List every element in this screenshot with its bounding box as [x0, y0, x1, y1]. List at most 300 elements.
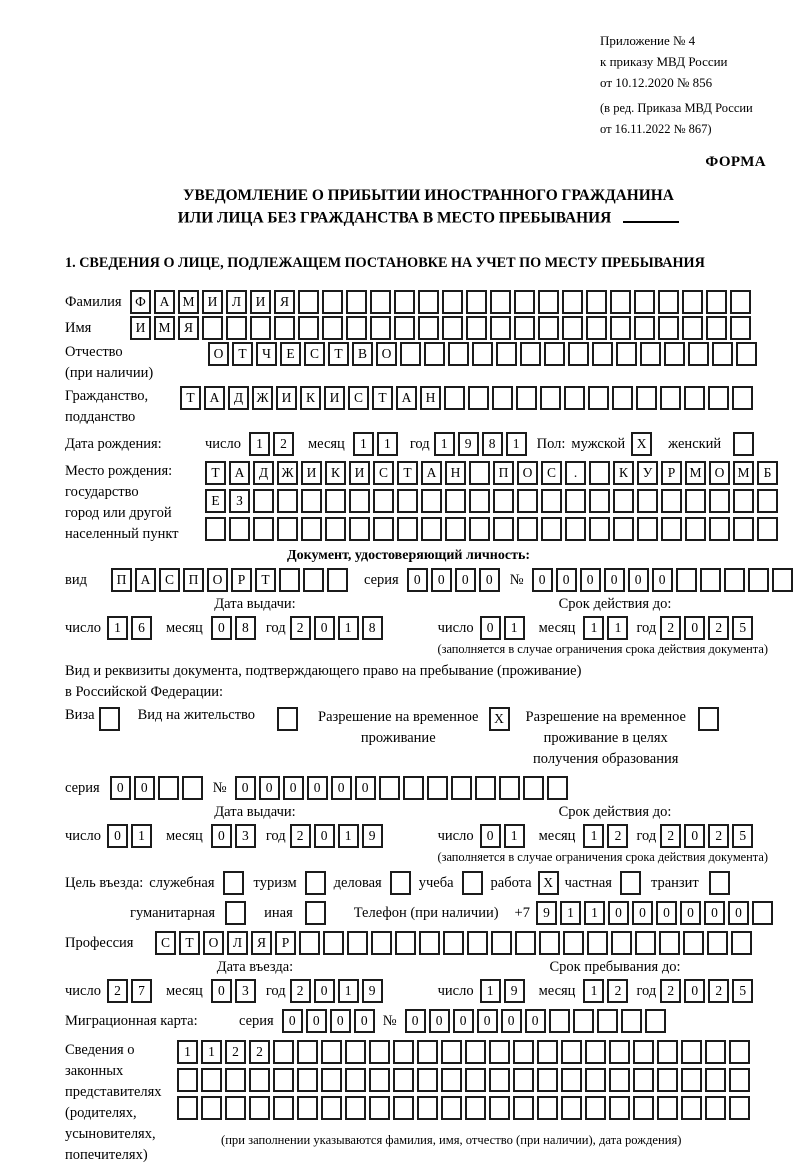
surname-char-cell[interactable]	[610, 290, 631, 314]
citizenship-char-cell[interactable]	[636, 386, 657, 410]
birth-place-char-cell[interactable]	[757, 489, 778, 513]
birth-place-char-cell[interactable]	[469, 489, 490, 513]
name-char-cell[interactable]	[370, 316, 391, 340]
profession-char-cell[interactable]	[587, 931, 608, 955]
rvp-number-cell[interactable]	[403, 776, 424, 800]
birth-place-char-cell[interactable]	[445, 489, 466, 513]
doc-kind-char-cell[interactable]	[279, 568, 300, 592]
doc-number-cell[interactable]	[748, 568, 769, 592]
profession-char-cell[interactable]	[419, 931, 440, 955]
citizenship-char-cell[interactable]	[516, 386, 537, 410]
doc-number-cell[interactable]: 0	[556, 568, 577, 592]
citizenship-char-cell[interactable]	[540, 386, 561, 410]
mc-seriya-cell[interactable]: 0	[306, 1009, 327, 1033]
representative-char-cell[interactable]	[345, 1068, 366, 1092]
representative-char-cell[interactable]: 2	[249, 1040, 270, 1064]
mc-seriya-cell[interactable]: 0	[282, 1009, 303, 1033]
birth-place-char-cell[interactable]	[301, 489, 322, 513]
patronymic-char-cell[interactable]	[616, 342, 637, 366]
rvp-valid-day-cell[interactable]: 0	[480, 824, 501, 848]
birth-place-char-cell[interactable]	[685, 517, 706, 541]
patronymic-char-cell[interactable]: Т	[232, 342, 253, 366]
birth-place-char-cell[interactable]: З	[229, 489, 250, 513]
birth-place-char-cell[interactable]: А	[421, 461, 442, 485]
doc-valid-month-cell[interactable]: 1	[583, 616, 604, 640]
stay-year-cell[interactable]: 5	[732, 979, 753, 1003]
patronymic-char-cell[interactable]	[472, 342, 493, 366]
representative-char-cell[interactable]	[273, 1040, 294, 1064]
birth-place-char-cell[interactable]	[493, 489, 514, 513]
citizenship-char-cell[interactable]: С	[348, 386, 369, 410]
birth-year-cell[interactable]: 1	[506, 432, 527, 456]
profession-char-cell[interactable]	[347, 931, 368, 955]
birth-place-char-cell[interactable]: .	[565, 461, 586, 485]
birth-place-char-cell[interactable]	[565, 489, 586, 513]
birth-place-char-cell[interactable]	[661, 517, 682, 541]
mc-number-cell[interactable]	[645, 1009, 666, 1033]
mc-seriya-cell[interactable]: 0	[354, 1009, 375, 1033]
name-char-cell[interactable]	[226, 316, 247, 340]
birth-place-char-cell[interactable]	[397, 517, 418, 541]
mc-number-cell[interactable]: 0	[525, 1009, 546, 1033]
surname-char-cell[interactable]	[322, 290, 343, 314]
doc-number-cell[interactable]: 0	[652, 568, 673, 592]
surname-char-cell[interactable]: И	[250, 290, 271, 314]
male-checkbox[interactable]: X	[631, 432, 652, 456]
patronymic-char-cell[interactable]: О	[376, 342, 397, 366]
birth-place-char-cell[interactable]: А	[229, 461, 250, 485]
entry-day-cell[interactable]: 7	[131, 979, 152, 1003]
representative-char-cell[interactable]	[609, 1068, 630, 1092]
entry-year-cell[interactable]: 2	[290, 979, 311, 1003]
phone-digit-cell[interactable]: 1	[584, 901, 605, 925]
profession-char-cell[interactable]	[467, 931, 488, 955]
doc-seriya-cell[interactable]: 0	[407, 568, 428, 592]
representative-char-cell[interactable]	[417, 1068, 438, 1092]
surname-char-cell[interactable]: И	[202, 290, 223, 314]
rvp-number-cell[interactable]	[379, 776, 400, 800]
birth-place-char-cell[interactable]	[709, 517, 730, 541]
profession-char-cell[interactable]	[323, 931, 344, 955]
birth-place-char-cell[interactable]	[349, 517, 370, 541]
patronymic-char-cell[interactable]: С	[304, 342, 325, 366]
citizenship-char-cell[interactable]: Т	[372, 386, 393, 410]
blank-underline[interactable]	[623, 206, 679, 223]
profession-char-cell[interactable]: Т	[179, 931, 200, 955]
representative-char-cell[interactable]	[201, 1096, 222, 1120]
rvp-valid-year-cell[interactable]: 5	[732, 824, 753, 848]
female-checkbox[interactable]	[733, 432, 754, 456]
representative-char-cell[interactable]	[201, 1068, 222, 1092]
phone-digit-cell[interactable]: 0	[680, 901, 701, 925]
rvp-number-cell[interactable]	[451, 776, 472, 800]
doc-kind-char-cell[interactable]: П	[111, 568, 132, 592]
rvp-valid-year-cell[interactable]: 2	[708, 824, 729, 848]
profession-char-cell[interactable]	[731, 931, 752, 955]
surname-char-cell[interactable]	[682, 290, 703, 314]
name-char-cell[interactable]	[394, 316, 415, 340]
birth-place-char-cell[interactable]	[205, 517, 226, 541]
representative-char-cell[interactable]	[441, 1068, 462, 1092]
surname-char-cell[interactable]	[730, 290, 751, 314]
representative-char-cell[interactable]	[561, 1068, 582, 1092]
transit-checkbox[interactable]	[709, 871, 730, 895]
residence-permit-checkbox[interactable]	[277, 707, 298, 731]
birth-place-char-cell[interactable]: С	[373, 461, 394, 485]
representative-char-cell[interactable]	[489, 1068, 510, 1092]
rvp-issue-year-cell[interactable]: 1	[338, 824, 359, 848]
patronymic-char-cell[interactable]: Т	[328, 342, 349, 366]
birth-place-char-cell[interactable]	[661, 489, 682, 513]
birth-place-char-cell[interactable]: М	[685, 461, 706, 485]
birth-place-char-cell[interactable]	[733, 489, 754, 513]
birth-place-char-cell[interactable]	[613, 517, 634, 541]
representative-char-cell[interactable]	[177, 1068, 198, 1092]
birth-year-cell[interactable]: 1	[434, 432, 455, 456]
representative-char-cell[interactable]	[609, 1096, 630, 1120]
profession-char-cell[interactable]	[707, 931, 728, 955]
representative-char-cell[interactable]	[249, 1068, 270, 1092]
birth-place-char-cell[interactable]: Ж	[277, 461, 298, 485]
rvp-seriya-cell[interactable]: 0	[134, 776, 155, 800]
patronymic-char-cell[interactable]	[400, 342, 421, 366]
rvp-valid-month-cell[interactable]: 2	[607, 824, 628, 848]
citizenship-char-cell[interactable]: Ж	[252, 386, 273, 410]
doc-number-cell[interactable]: 0	[628, 568, 649, 592]
birth-place-char-cell[interactable]	[517, 489, 538, 513]
representative-char-cell[interactable]	[321, 1096, 342, 1120]
phone-digit-cell[interactable]: 0	[608, 901, 629, 925]
surname-char-cell[interactable]	[586, 290, 607, 314]
birth-place-char-cell[interactable]	[469, 461, 490, 485]
citizenship-char-cell[interactable]: Т	[180, 386, 201, 410]
doc-issue-year-cell[interactable]: 8	[362, 616, 383, 640]
birth-place-char-cell[interactable]	[709, 489, 730, 513]
birth-place-char-cell[interactable]: К	[613, 461, 634, 485]
name-char-cell[interactable]	[490, 316, 511, 340]
representative-char-cell[interactable]	[297, 1096, 318, 1120]
name-char-cell[interactable]	[274, 316, 295, 340]
birth-place-char-cell[interactable]	[589, 489, 610, 513]
doc-kind-char-cell[interactable]: П	[183, 568, 204, 592]
rvp-education-checkbox[interactable]	[698, 707, 719, 731]
name-char-cell[interactable]	[202, 316, 223, 340]
representative-char-cell[interactable]	[585, 1096, 606, 1120]
rvp-number-cell[interactable]: 0	[331, 776, 352, 800]
doc-number-cell[interactable]	[772, 568, 793, 592]
citizenship-char-cell[interactable]: И	[276, 386, 297, 410]
name-char-cell[interactable]: И	[130, 316, 151, 340]
representative-char-cell[interactable]	[249, 1096, 270, 1120]
representative-char-cell[interactable]	[633, 1068, 654, 1092]
name-char-cell[interactable]	[586, 316, 607, 340]
profession-char-cell[interactable]	[491, 931, 512, 955]
representative-char-cell[interactable]	[489, 1096, 510, 1120]
representative-char-cell[interactable]	[273, 1068, 294, 1092]
birth-place-char-cell[interactable]	[541, 489, 562, 513]
representative-char-cell[interactable]	[513, 1096, 534, 1120]
name-char-cell[interactable]: М	[154, 316, 175, 340]
birth-place-char-cell[interactable]	[517, 517, 538, 541]
doc-kind-char-cell[interactable]: А	[135, 568, 156, 592]
doc-valid-month-cell[interactable]: 1	[607, 616, 628, 640]
birth-place-char-cell[interactable]	[685, 489, 706, 513]
name-char-cell[interactable]	[610, 316, 631, 340]
profession-char-cell[interactable]	[395, 931, 416, 955]
patronymic-char-cell[interactable]	[736, 342, 757, 366]
representative-char-cell[interactable]	[321, 1040, 342, 1064]
representative-char-cell[interactable]	[465, 1096, 486, 1120]
profession-char-cell[interactable]	[659, 931, 680, 955]
representative-char-cell[interactable]	[561, 1040, 582, 1064]
rvp-issue-year-cell[interactable]: 0	[314, 824, 335, 848]
citizenship-char-cell[interactable]	[660, 386, 681, 410]
patronymic-char-cell[interactable]: Ч	[256, 342, 277, 366]
birth-place-char-cell[interactable]	[637, 517, 658, 541]
profession-char-cell[interactable]	[563, 931, 584, 955]
surname-char-cell[interactable]: А	[154, 290, 175, 314]
representative-char-cell[interactable]	[369, 1040, 390, 1064]
patronymic-char-cell[interactable]	[664, 342, 685, 366]
stay-day-cell[interactable]: 9	[504, 979, 525, 1003]
patronymic-char-cell[interactable]	[568, 342, 589, 366]
citizenship-char-cell[interactable]	[492, 386, 513, 410]
private-checkbox[interactable]	[620, 871, 641, 895]
representative-char-cell[interactable]	[657, 1096, 678, 1120]
representative-char-cell[interactable]	[609, 1040, 630, 1064]
patronymic-char-cell[interactable]: О	[208, 342, 229, 366]
birth-place-char-cell[interactable]: К	[325, 461, 346, 485]
name-char-cell[interactable]	[250, 316, 271, 340]
rvp-issue-day-cell[interactable]: 0	[107, 824, 128, 848]
other-checkbox[interactable]	[305, 901, 326, 925]
patronymic-char-cell[interactable]	[520, 342, 541, 366]
rvp-valid-day-cell[interactable]: 1	[504, 824, 525, 848]
doc-kind-char-cell[interactable]: С	[159, 568, 180, 592]
surname-char-cell[interactable]: Ф	[130, 290, 151, 314]
rvp-number-cell[interactable]	[547, 776, 568, 800]
doc-valid-day-cell[interactable]: 0	[480, 616, 501, 640]
phone-digit-cell[interactable]: 9	[536, 901, 557, 925]
tourism-checkbox[interactable]	[305, 871, 326, 895]
representative-char-cell[interactable]	[705, 1068, 726, 1092]
representative-char-cell[interactable]	[729, 1096, 750, 1120]
surname-char-cell[interactable]	[658, 290, 679, 314]
rvp-issue-year-cell[interactable]: 2	[290, 824, 311, 848]
profession-char-cell[interactable]	[683, 931, 704, 955]
citizenship-char-cell[interactable]	[588, 386, 609, 410]
mc-number-cell[interactable]	[549, 1009, 570, 1033]
citizenship-char-cell[interactable]: А	[204, 386, 225, 410]
doc-issue-month-cell[interactable]: 8	[235, 616, 256, 640]
doc-issue-day-cell[interactable]: 1	[107, 616, 128, 640]
citizenship-char-cell[interactable]	[564, 386, 585, 410]
name-char-cell[interactable]	[538, 316, 559, 340]
representative-char-cell[interactable]	[321, 1068, 342, 1092]
birth-place-char-cell[interactable]	[277, 517, 298, 541]
representative-char-cell[interactable]	[705, 1040, 726, 1064]
birth-place-char-cell[interactable]	[349, 489, 370, 513]
doc-kind-char-cell[interactable]	[303, 568, 324, 592]
representative-char-cell[interactable]	[441, 1040, 462, 1064]
doc-seriya-cell[interactable]: 0	[455, 568, 476, 592]
name-char-cell[interactable]	[562, 316, 583, 340]
surname-char-cell[interactable]	[514, 290, 535, 314]
doc-issue-year-cell[interactable]: 2	[290, 616, 311, 640]
patronymic-char-cell[interactable]	[544, 342, 565, 366]
mc-number-cell[interactable]	[597, 1009, 618, 1033]
birth-place-char-cell[interactable]: Е	[205, 489, 226, 513]
birth-place-char-cell[interactable]	[373, 517, 394, 541]
patronymic-char-cell[interactable]	[448, 342, 469, 366]
profession-char-cell[interactable]	[539, 931, 560, 955]
entry-month-cell[interactable]: 0	[211, 979, 232, 1003]
citizenship-char-cell[interactable]	[468, 386, 489, 410]
patronymic-char-cell[interactable]: Е	[280, 342, 301, 366]
entry-year-cell[interactable]: 9	[362, 979, 383, 1003]
representative-char-cell[interactable]	[657, 1040, 678, 1064]
birth-day-cell[interactable]: 2	[273, 432, 294, 456]
birth-place-char-cell[interactable]	[421, 517, 442, 541]
citizenship-char-cell[interactable]: А	[396, 386, 417, 410]
birth-place-char-cell[interactable]	[613, 489, 634, 513]
rvp-number-cell[interactable]: 0	[355, 776, 376, 800]
surname-char-cell[interactable]	[346, 290, 367, 314]
representative-char-cell[interactable]	[729, 1040, 750, 1064]
doc-issue-day-cell[interactable]: 6	[131, 616, 152, 640]
doc-number-cell[interactable]: 0	[532, 568, 553, 592]
representative-char-cell[interactable]	[489, 1040, 510, 1064]
surname-char-cell[interactable]: Л	[226, 290, 247, 314]
birth-place-char-cell[interactable]	[733, 517, 754, 541]
representative-char-cell[interactable]	[417, 1096, 438, 1120]
birth-place-char-cell[interactable]	[541, 517, 562, 541]
name-char-cell[interactable]	[346, 316, 367, 340]
rvp-issue-year-cell[interactable]: 9	[362, 824, 383, 848]
rvp-issue-day-cell[interactable]: 1	[131, 824, 152, 848]
representative-char-cell[interactable]	[225, 1068, 246, 1092]
surname-char-cell[interactable]	[490, 290, 511, 314]
citizenship-char-cell[interactable]: Н	[420, 386, 441, 410]
birth-place-char-cell[interactable]	[589, 461, 610, 485]
profession-char-cell[interactable]	[299, 931, 320, 955]
representative-char-cell[interactable]	[657, 1068, 678, 1092]
birth-place-char-cell[interactable]: Р	[661, 461, 682, 485]
rvp-issue-month-cell[interactable]: 3	[235, 824, 256, 848]
doc-valid-year-cell[interactable]: 0	[684, 616, 705, 640]
surname-char-cell[interactable]: Я	[274, 290, 295, 314]
profession-char-cell[interactable]	[443, 931, 464, 955]
representative-char-cell[interactable]	[393, 1068, 414, 1092]
doc-number-cell[interactable]	[724, 568, 745, 592]
birth-place-char-cell[interactable]	[301, 517, 322, 541]
birth-place-char-cell[interactable]: Т	[205, 461, 226, 485]
profession-char-cell[interactable]: Р	[275, 931, 296, 955]
birth-place-char-cell[interactable]: У	[637, 461, 658, 485]
name-char-cell[interactable]	[706, 316, 727, 340]
work-checkbox[interactable]: X	[538, 871, 559, 895]
birth-place-char-cell[interactable]	[757, 517, 778, 541]
representative-char-cell[interactable]	[633, 1096, 654, 1120]
stay-month-cell[interactable]: 1	[583, 979, 604, 1003]
mc-number-cell[interactable]: 0	[453, 1009, 474, 1033]
representative-char-cell[interactable]: 1	[201, 1040, 222, 1064]
citizenship-char-cell[interactable]	[708, 386, 729, 410]
representative-char-cell[interactable]	[297, 1068, 318, 1092]
doc-seriya-cell[interactable]: 0	[479, 568, 500, 592]
rvp-seriya-cell[interactable]	[182, 776, 203, 800]
rvp-valid-year-cell[interactable]: 0	[684, 824, 705, 848]
doc-valid-year-cell[interactable]: 2	[660, 616, 681, 640]
birth-place-char-cell[interactable]	[421, 489, 442, 513]
surname-char-cell[interactable]	[706, 290, 727, 314]
birth-place-char-cell[interactable]	[589, 517, 610, 541]
citizenship-char-cell[interactable]	[444, 386, 465, 410]
birth-place-char-cell[interactable]	[445, 517, 466, 541]
doc-issue-month-cell[interactable]: 0	[211, 616, 232, 640]
birth-place-char-cell[interactable]	[469, 517, 490, 541]
profession-char-cell[interactable]	[635, 931, 656, 955]
doc-seriya-cell[interactable]: 0	[431, 568, 452, 592]
rvp-seriya-cell[interactable]	[158, 776, 179, 800]
surname-char-cell[interactable]	[562, 290, 583, 314]
phone-digit-cell[interactable]: 0	[728, 901, 749, 925]
representative-char-cell[interactable]	[561, 1096, 582, 1120]
mc-number-cell[interactable]: 0	[405, 1009, 426, 1033]
citizenship-char-cell[interactable]: Д	[228, 386, 249, 410]
doc-valid-day-cell[interactable]: 1	[504, 616, 525, 640]
stay-year-cell[interactable]: 2	[660, 979, 681, 1003]
patronymic-char-cell[interactable]	[424, 342, 445, 366]
birth-place-char-cell[interactable]	[493, 517, 514, 541]
birth-year-cell[interactable]: 8	[482, 432, 503, 456]
humanitarian-checkbox[interactable]	[225, 901, 246, 925]
representative-char-cell[interactable]	[705, 1096, 726, 1120]
representative-char-cell[interactable]	[417, 1040, 438, 1064]
study-checkbox[interactable]	[462, 871, 483, 895]
rvp-valid-month-cell[interactable]: 1	[583, 824, 604, 848]
birth-year-cell[interactable]: 9	[458, 432, 479, 456]
doc-number-cell[interactable]: 0	[580, 568, 601, 592]
surname-char-cell[interactable]	[538, 290, 559, 314]
patronymic-char-cell[interactable]	[496, 342, 517, 366]
profession-char-cell[interactable]	[515, 931, 536, 955]
birth-place-char-cell[interactable]	[373, 489, 394, 513]
representative-char-cell[interactable]	[681, 1040, 702, 1064]
citizenship-char-cell[interactable]: К	[300, 386, 321, 410]
birth-place-char-cell[interactable]: Т	[397, 461, 418, 485]
birth-place-char-cell[interactable]	[325, 517, 346, 541]
birth-day-cell[interactable]: 1	[249, 432, 270, 456]
stay-year-cell[interactable]: 0	[684, 979, 705, 1003]
rvp-seriya-cell[interactable]: 0	[110, 776, 131, 800]
representative-char-cell[interactable]	[345, 1096, 366, 1120]
representative-char-cell[interactable]	[273, 1096, 294, 1120]
surname-char-cell[interactable]	[370, 290, 391, 314]
birth-place-char-cell[interactable]: О	[709, 461, 730, 485]
name-char-cell[interactable]	[298, 316, 319, 340]
doc-issue-year-cell[interactable]: 0	[314, 616, 335, 640]
official-checkbox[interactable]	[223, 871, 244, 895]
doc-number-cell[interactable]	[700, 568, 721, 592]
rvp-checkbox[interactable]: X	[489, 707, 510, 731]
representative-char-cell[interactable]	[177, 1096, 198, 1120]
profession-char-cell[interactable]	[611, 931, 632, 955]
rvp-valid-year-cell[interactable]: 2	[660, 824, 681, 848]
entry-year-cell[interactable]: 1	[338, 979, 359, 1003]
representative-char-cell[interactable]: 1	[177, 1040, 198, 1064]
stay-day-cell[interactable]: 1	[480, 979, 501, 1003]
